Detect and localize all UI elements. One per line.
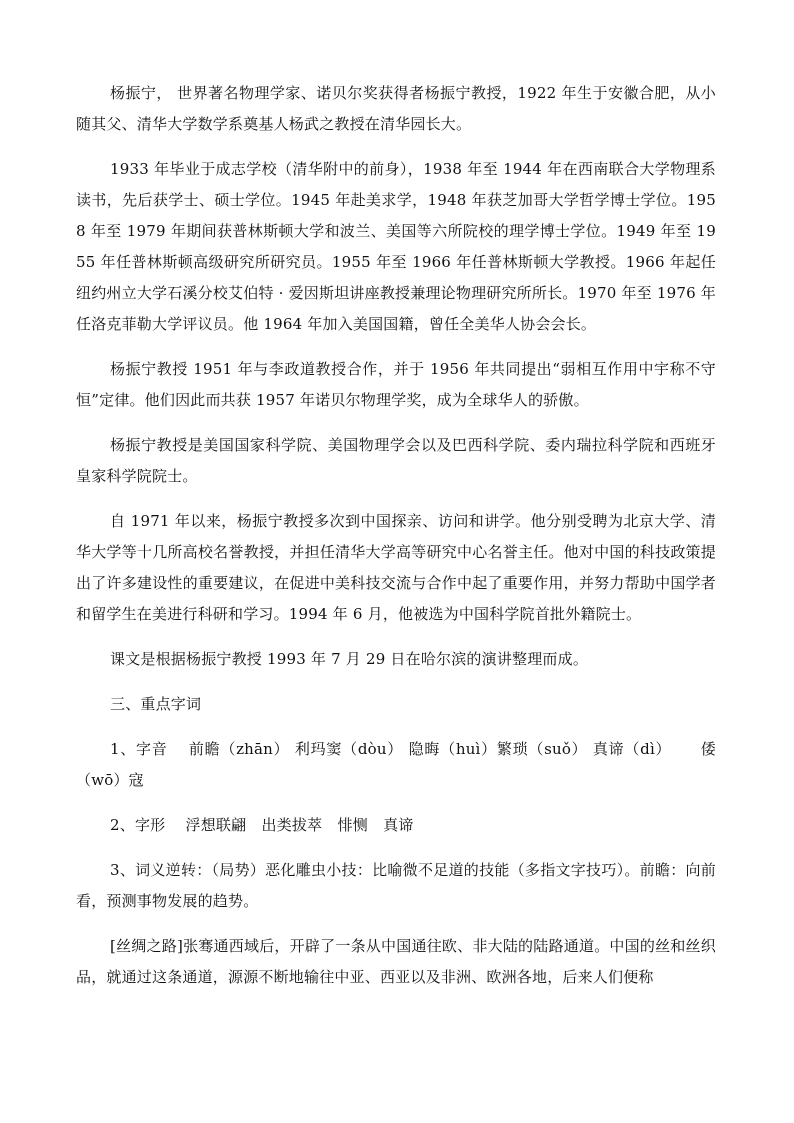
paragraph-word-meanings: 3、词义逆转：（局势）恶化雕虫小技：比喻微不足道的技能（多指文字技巧）。前瞻：向前看，预测事物发展的趋势。 bbox=[76, 861, 716, 910]
paragraph-nobel-prize: 杨振宁教授 1951 年与李政道教授合作，并于 1956 年共同提出“弱相互作用中宇称不守恒”定律。他们因此而共获 1957 年诺贝尔物理学奖，成为全球华人的骄傲。 bbox=[76, 360, 716, 409]
paragraph-silk-road: [丝绸之路]张骞通西域后，开辟了一条从中国通往欧、非大陆的陆路通道。中国的丝和丝织品，就通过这条通道，源源不断地输往中亚、西亚以及非洲、欧洲各地，后来人们便称 bbox=[76, 937, 716, 986]
paragraph-education-career: 1933 年毕业于成志学校（清华附中的前身），1938 年至 1944 年在西南联合大学物理系读书，先后获学士、硕士学位。1945 年赴美求学，1948 年获芝加哥大学哲学博士学位。1958 年至 1979 年期间获普林斯顿大学和波兰、美国等六所院校的理学博士学位。1949 年至 1955 年任普林斯顿高级研究所研究员。1955 年至 1966 年任普林斯顿大学教授。1966 年起任纽约州立大学石溪分校艾伯特 · 爱因斯坦讲座教授兼理论物理研究所所长。1970 年至 1976 年任洛克菲勒大学评议员。他 1964 年加入美国国籍，曾任全美华人协会会长。 bbox=[76, 160, 716, 333]
section-heading-key-words: 三、重点字词 bbox=[110, 695, 202, 713]
paragraph-lesson-source: 课文是根据杨振宁教授 1993 年 7 月 29 日在哈尔滨的演讲整理而成。 bbox=[110, 650, 589, 668]
paragraph-character-forms: 2、字形 浮想联翩 出类拔萃 悱恻 真谛 bbox=[110, 816, 414, 834]
document-body bbox=[76, 78, 716, 993]
paragraph-biography-intro: 杨振宁， 世界著名物理学家、诺贝尔奖获得者杨振宁教授，1922 年生于安徽合肥，从小随其父、清华大学数学系奠基人杨武之教授在清华园长大。 bbox=[76, 84, 716, 133]
paragraph-pronunciation: 1、字音 前瞻（zhān） 利玛窦（dòu） 隐晦（huì）繁琐（suǒ） 真谛（dì） 倭（wō）寇 bbox=[76, 740, 716, 789]
paragraph-china-visits: 自 1971 年以来，杨振宁教授多次到中国探亲、访问和讲学。他分别受聘为北京大学、清华大学等十几所高校名誉教授，并担任清华大学高等研究中心名誉主任。他对中国的科技政策提出了许多建设性的重要建议，在促进中美科技交流与合作中起了重要作用，并努力帮助中国学者和留学生在美进行科研和学习。1994 年 6 月，他被选为中国科学院首批外籍院士。 bbox=[76, 512, 716, 623]
paragraph-academies: 杨振宁教授是美国国家科学院、美国物理学会以及巴西科学院、委内瑞拉科学院和西班牙皇家科学院院士。 bbox=[76, 436, 716, 485]
